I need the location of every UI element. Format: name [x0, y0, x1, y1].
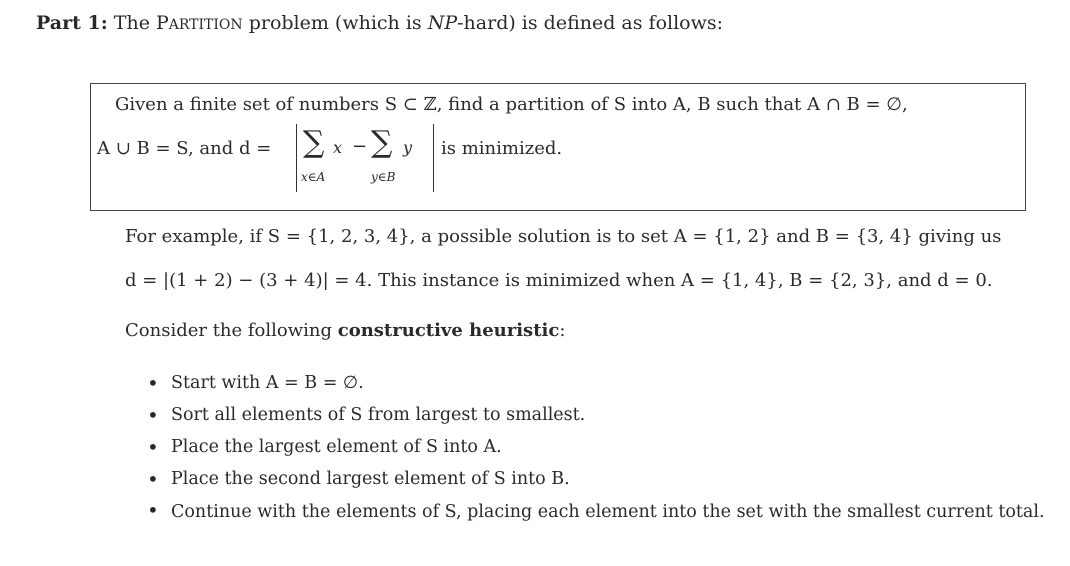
sum-symbol-a: ∑	[303, 125, 325, 160]
absolute-value-expression	[296, 124, 434, 192]
heuristic-intro	[125, 320, 565, 341]
sum-symbol-b: ∑	[371, 125, 393, 160]
example-line-1: For example, if S = {1, 2, 3, 4}, a possible solution is to set A = {1, 2} and B = {3, 4} giving us	[125, 226, 1002, 247]
sum-variable-y: y	[403, 138, 413, 157]
problem-name-rest: ARTITION	[168, 17, 243, 33]
heuristic-steps-list	[145, 373, 1051, 523]
example-line-2: d = |(1 + 2) − (3 + 4)| = 4. This instance is minimized when A = {1, 4}, B = {2, 3}, and d = 0.	[125, 270, 993, 291]
part-heading	[36, 12, 723, 34]
sum-subscript-a: x∈A	[301, 170, 326, 184]
heading-post-a: problem (which is	[242, 12, 428, 34]
heuristic-intro-post: :	[559, 320, 566, 341]
part-label: Part 1:	[36, 12, 108, 34]
heading-pre: The	[113, 12, 156, 34]
list-item: • Sort all elements of S from largest to smallest.	[145, 405, 1051, 425]
definition-line-2-end: is minimized.	[441, 138, 563, 159]
heading-post-b: -hard) is defined as follows:	[457, 12, 724, 34]
list-item: • Place the largest element of S into A.	[145, 437, 1051, 457]
heuristic-term: constructive heuristic	[337, 320, 560, 341]
sum-subscript-b: y∈B	[371, 170, 396, 184]
definition-line-2: A ∪ B = S, and d =	[97, 138, 272, 159]
definition-box	[90, 83, 1026, 211]
minus-sign: −	[352, 136, 368, 157]
list-item: • Start with A = B = ∅.	[145, 373, 1051, 393]
definition-line-1: Given a finite set of numbers S ⊂ ℤ, find a partition of S into A, B such that A ∩ B = ∅,	[115, 94, 908, 115]
np-term: NP	[427, 12, 458, 34]
problem-name-initial: P	[155, 12, 169, 34]
list-item: • Place the second largest element of S into B.	[145, 469, 1051, 489]
list-item: • Continue with the elements of S, placing each element into the set with the smallest current total.	[145, 501, 1051, 523]
sum-variable-x: x	[333, 138, 343, 157]
heuristic-intro-pre: Consider the following	[125, 320, 338, 341]
